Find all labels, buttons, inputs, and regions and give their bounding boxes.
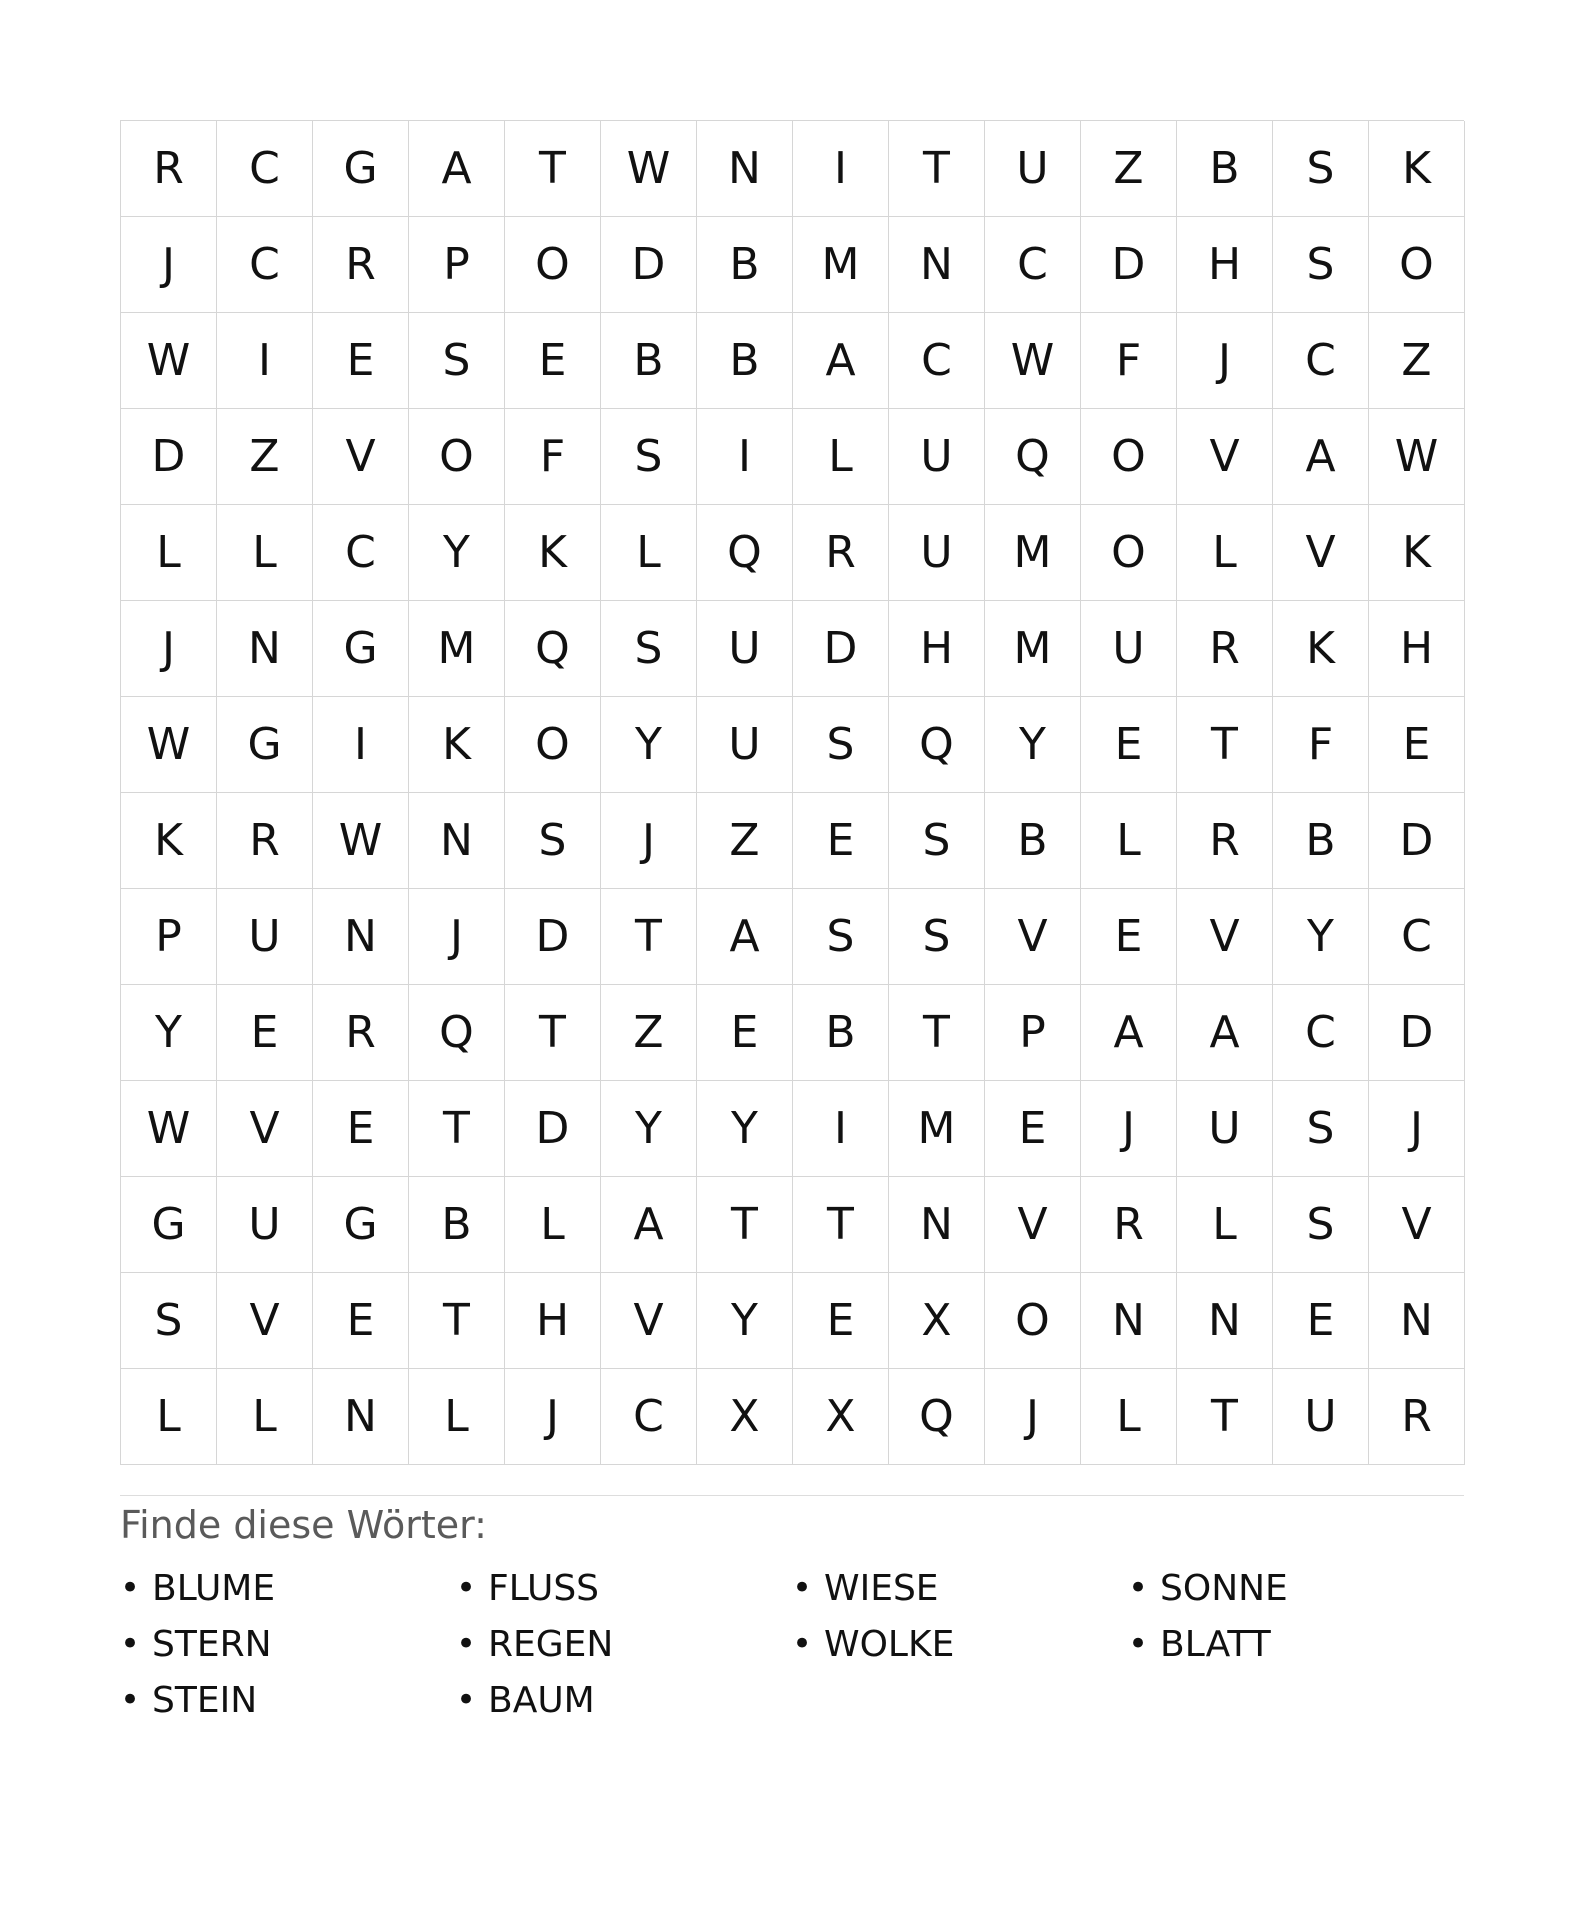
grid-cell[interactable]: T [889,985,985,1081]
grid-cell[interactable]: K [505,505,601,601]
grid-cell[interactable]: V [313,409,409,505]
bullet-icon: • [792,1568,813,1608]
word-label: STERN [152,1623,272,1665]
grid-cell[interactable]: T [505,121,601,217]
grid-cell[interactable]: T [1177,697,1273,793]
grid-cell[interactable]: V [1177,409,1273,505]
bullet-icon: • [1128,1624,1149,1664]
grid-cell[interactable]: R [121,121,217,217]
grid-cell[interactable]: L [505,1177,601,1273]
grid-cell[interactable]: U [217,1177,313,1273]
grid-cell[interactable]: A [1081,985,1177,1081]
grid-cell[interactable]: R [1081,1177,1177,1273]
grid-cell[interactable]: N [697,121,793,217]
grid-cell[interactable]: Z [217,409,313,505]
grid-cell[interactable]: L [217,505,313,601]
grid-cell[interactable]: R [1369,1369,1465,1465]
grid-cell[interactable]: S [1273,121,1369,217]
grid-cell[interactable]: K [1273,601,1369,697]
word-label: BLATT [1160,1623,1271,1665]
grid-cell[interactable]: V [1177,889,1273,985]
grid-cell[interactable]: D [1369,985,1465,1081]
grid-cell[interactable]: N [1369,1273,1465,1369]
grid-cell[interactable]: U [1081,601,1177,697]
grid-cell[interactable]: Z [601,985,697,1081]
grid-cell[interactable]: J [601,793,697,889]
word-label: SONNE [1160,1567,1288,1609]
grid-cell[interactable]: D [121,409,217,505]
grid-cell[interactable]: E [505,313,601,409]
grid-cell[interactable]: D [793,601,889,697]
grid-cell[interactable]: D [505,889,601,985]
grid-cell[interactable]: Q [505,601,601,697]
grid-cell[interactable]: I [217,313,313,409]
word-list-item [456,1672,792,1728]
bullet-icon: • [456,1568,477,1608]
grid-cell[interactable]: N [1081,1273,1177,1369]
grid-cell[interactable]: Y [1273,889,1369,985]
grid-cell[interactable]: X [697,1369,793,1465]
grid-cell[interactable]: E [1081,889,1177,985]
grid-cell[interactable]: G [121,1177,217,1273]
grid-cell[interactable]: T [409,1081,505,1177]
grid-cell[interactable]: J [409,889,505,985]
grid-cell[interactable]: V [1273,505,1369,601]
word-list-item [456,1616,792,1672]
grid-cell[interactable]: M [409,601,505,697]
grid-cell[interactable]: E [313,1273,409,1369]
grid-cell[interactable]: W [985,313,1081,409]
grid-cell[interactable]: L [217,1369,313,1465]
grid-cell[interactable]: U [985,121,1081,217]
grid-cell[interactable]: J [121,217,217,313]
grid-cell[interactable]: F [505,409,601,505]
grid-cell[interactable]: J [1177,313,1273,409]
grid-cell[interactable]: G [313,601,409,697]
grid-cell[interactable]: S [409,313,505,409]
grid-cell[interactable]: R [313,985,409,1081]
grid-cell[interactable]: W [121,697,217,793]
grid-cell[interactable]: B [1177,121,1273,217]
grid-cell[interactable]: L [1177,1177,1273,1273]
word-label: WOLKE [824,1623,955,1665]
grid-cell[interactable]: K [1369,505,1465,601]
word-list-item [1128,1560,1464,1616]
grid-cell[interactable]: R [1177,793,1273,889]
grid-cell[interactable]: E [1273,1273,1369,1369]
grid-cell[interactable]: L [121,1369,217,1465]
grid-cell[interactable]: E [793,1273,889,1369]
grid-cell[interactable]: S [1273,217,1369,313]
word-list-item [120,1672,456,1728]
grid-cell[interactable]: T [505,985,601,1081]
grid-cell[interactable]: L [409,1369,505,1465]
grid-cell[interactable]: Y [601,1081,697,1177]
grid-cell[interactable]: U [1177,1081,1273,1177]
grid-cell[interactable]: T [601,889,697,985]
grid-cell[interactable]: L [121,505,217,601]
bullet-icon: • [792,1624,813,1664]
grid-cell[interactable]: O [1081,505,1177,601]
grid-cell[interactable]: C [601,1369,697,1465]
grid-cell[interactable]: E [313,313,409,409]
grid-cell[interactable]: Y [601,697,697,793]
grid-cell[interactable]: E [1081,697,1177,793]
grid-cell[interactable]: C [1369,889,1465,985]
grid-cell[interactable]: E [697,985,793,1081]
grid-cell[interactable]: N [889,217,985,313]
grid-cell[interactable]: B [985,793,1081,889]
grid-cell[interactable]: K [1369,121,1465,217]
grid-cell[interactable]: G [313,1177,409,1273]
grid-cell[interactable]: S [793,889,889,985]
bullet-icon: • [120,1624,141,1664]
grid-cell[interactable]: U [1273,1369,1369,1465]
grid-cell[interactable]: B [601,313,697,409]
grid-cell[interactable]: A [793,313,889,409]
grid-cell[interactable]: K [409,697,505,793]
grid-cell[interactable]: Y [409,505,505,601]
grid-cell[interactable]: D [1369,793,1465,889]
grid-cell[interactable]: J [121,601,217,697]
grid-cell[interactable]: Q [889,1369,985,1465]
grid-cell[interactable]: E [793,793,889,889]
bullet-icon: • [120,1568,141,1608]
grid-cell[interactable]: I [793,1081,889,1177]
grid-cell[interactable]: Y [697,1273,793,1369]
grid-cell[interactable]: U [889,409,985,505]
grid-cell[interactable]: S [889,889,985,985]
grid-cell[interactable]: D [505,1081,601,1177]
grid-cell[interactable]: J [1369,1081,1465,1177]
grid-cell[interactable]: O [1369,217,1465,313]
grid-cell[interactable]: E [313,1081,409,1177]
grid-cell[interactable]: C [313,505,409,601]
grid-cell[interactable]: H [889,601,985,697]
grid-cell[interactable]: W [121,313,217,409]
bullet-icon: • [120,1680,141,1720]
word-list-item [792,1560,1128,1616]
grid-cell[interactable]: Q [697,505,793,601]
grid-cell[interactable]: F [1081,313,1177,409]
grid-cell[interactable]: S [889,793,985,889]
bullet-icon: • [456,1680,477,1720]
grid-cell[interactable]: S [793,697,889,793]
grid-cell[interactable]: P [985,985,1081,1081]
grid-cell[interactable]: Z [1369,313,1465,409]
grid-cell[interactable]: T [409,1273,505,1369]
grid-cell[interactable]: D [1081,217,1177,313]
word-label: BAUM [488,1679,595,1721]
grid-cell[interactable]: V [985,889,1081,985]
grid-cell[interactable]: E [1369,697,1465,793]
grid-cell[interactable]: V [217,1273,313,1369]
grid-cell[interactable]: A [601,1177,697,1273]
grid-cell[interactable]: B [697,217,793,313]
grid-cell[interactable]: N [217,601,313,697]
grid-cell[interactable]: E [217,985,313,1081]
grid-cell[interactable]: W [601,121,697,217]
grid-cell[interactable]: R [1177,601,1273,697]
bullet-icon: • [456,1624,477,1664]
grid-cell[interactable]: N [889,1177,985,1273]
grid-cell[interactable]: Z [1081,121,1177,217]
grid-cell[interactable]: I [313,697,409,793]
grid-cell[interactable]: I [697,409,793,505]
grid-cell[interactable]: I [793,121,889,217]
grid-cell[interactable]: S [601,409,697,505]
grid-cell[interactable]: A [409,121,505,217]
grid-cell[interactable]: C [889,313,985,409]
grid-cell[interactable]: L [793,409,889,505]
grid-cell[interactable]: B [793,985,889,1081]
grid-cell[interactable]: Q [889,697,985,793]
word-search-puzzle [120,120,1464,1728]
word-list-item [792,1616,1128,1672]
grid-cell[interactable]: U [697,697,793,793]
grid-cell[interactable]: S [121,1273,217,1369]
word-label: BLUME [152,1567,276,1609]
grid-cell[interactable]: T [889,121,985,217]
grid-cell[interactable]: A [697,889,793,985]
word-label: STEIN [152,1679,258,1721]
grid-cell[interactable]: L [601,505,697,601]
grid-cell[interactable]: V [1369,1177,1465,1273]
grid-cell[interactable]: M [985,601,1081,697]
word-list-item [456,1560,792,1616]
grid-cell[interactable]: A [1273,409,1369,505]
grid-cell[interactable]: L [1081,793,1177,889]
grid-cell[interactable]: C [1273,985,1369,1081]
grid-cell[interactable]: H [1177,217,1273,313]
bullet-icon: • [1128,1568,1149,1608]
grid-cell[interactable]: V [217,1081,313,1177]
grid-cell[interactable]: B [1273,793,1369,889]
grid-cell[interactable]: D [601,217,697,313]
grid-cell[interactable]: Y [697,1081,793,1177]
grid-cell[interactable]: H [1369,601,1465,697]
word-label: REGEN [488,1623,614,1665]
grid-cell[interactable]: O [1081,409,1177,505]
grid-cell[interactable]: P [409,217,505,313]
grid-cell[interactable]: O [985,1273,1081,1369]
grid-cell[interactable]: U [697,601,793,697]
grid-cell[interactable]: N [313,889,409,985]
grid-cell[interactable]: V [601,1273,697,1369]
grid-cell[interactable]: C [217,121,313,217]
grid-cell[interactable]: M [793,217,889,313]
grid-cell[interactable]: T [1177,1369,1273,1465]
grid-cell[interactable]: X [889,1273,985,1369]
grid-cell[interactable]: N [409,793,505,889]
grid-cell[interactable]: S [1273,1081,1369,1177]
grid-cell[interactable]: M [889,1081,985,1177]
grid-cell[interactable]: R [217,793,313,889]
grid-cell[interactable]: T [793,1177,889,1273]
word-label: WIESE [824,1567,939,1609]
grid-cell[interactable]: E [985,1081,1081,1177]
grid-cell[interactable]: Y [121,985,217,1081]
grid-cell[interactable]: B [409,1177,505,1273]
letter-grid [120,120,1464,1465]
grid-cell[interactable]: R [313,217,409,313]
grid-cell[interactable]: R [793,505,889,601]
grid-cell[interactable]: P [121,889,217,985]
grid-cell[interactable]: S [1273,1177,1369,1273]
word-list-item [120,1616,456,1672]
word-list-item [1128,1616,1464,1672]
grid-cell[interactable]: B [697,313,793,409]
grid-cell[interactable]: N [313,1369,409,1465]
grid-cell[interactable]: J [985,1369,1081,1465]
word-label: FLUSS [488,1567,600,1609]
grid-cell[interactable]: W [1369,409,1465,505]
grid-cell[interactable]: G [313,121,409,217]
grid-cell[interactable]: X [793,1369,889,1465]
grid-cell[interactable]: O [505,217,601,313]
grid-cell[interactable]: C [1273,313,1369,409]
grid-cell[interactable]: S [505,793,601,889]
grid-cell[interactable]: A [1177,985,1273,1081]
word-list [120,1560,1464,1728]
grid-cell[interactable]: M [985,505,1081,601]
grid-cell[interactable]: V [985,1177,1081,1273]
grid-cell[interactable]: L [1177,505,1273,601]
grid-cell[interactable]: W [121,1081,217,1177]
grid-cell[interactable]: T [697,1177,793,1273]
grid-cell[interactable]: U [217,889,313,985]
grid-cell[interactable]: S [601,601,697,697]
word-list-prompt: Finde diese Wörter: [120,1503,487,1547]
grid-cell[interactable]: Y [985,697,1081,793]
grid-cell[interactable]: G [217,697,313,793]
grid-cell[interactable]: W [313,793,409,889]
grid-cell[interactable]: J [1081,1081,1177,1177]
grid-cell[interactable]: C [985,217,1081,313]
grid-cell[interactable]: Q [985,409,1081,505]
word-list-item [120,1560,456,1616]
grid-cell[interactable]: U [889,505,985,601]
grid-cell[interactable]: O [505,697,601,793]
grid-cell[interactable]: L [1081,1369,1177,1465]
grid-cell[interactable]: K [121,793,217,889]
divider [120,1495,1464,1496]
grid-cell[interactable]: O [409,409,505,505]
grid-cell[interactable]: Q [409,985,505,1081]
grid-cell[interactable]: H [505,1273,601,1369]
grid-cell[interactable]: Z [697,793,793,889]
grid-cell[interactable]: C [217,217,313,313]
grid-cell[interactable]: F [1273,697,1369,793]
grid-cell[interactable]: J [505,1369,601,1465]
grid-cell[interactable]: N [1177,1273,1273,1369]
